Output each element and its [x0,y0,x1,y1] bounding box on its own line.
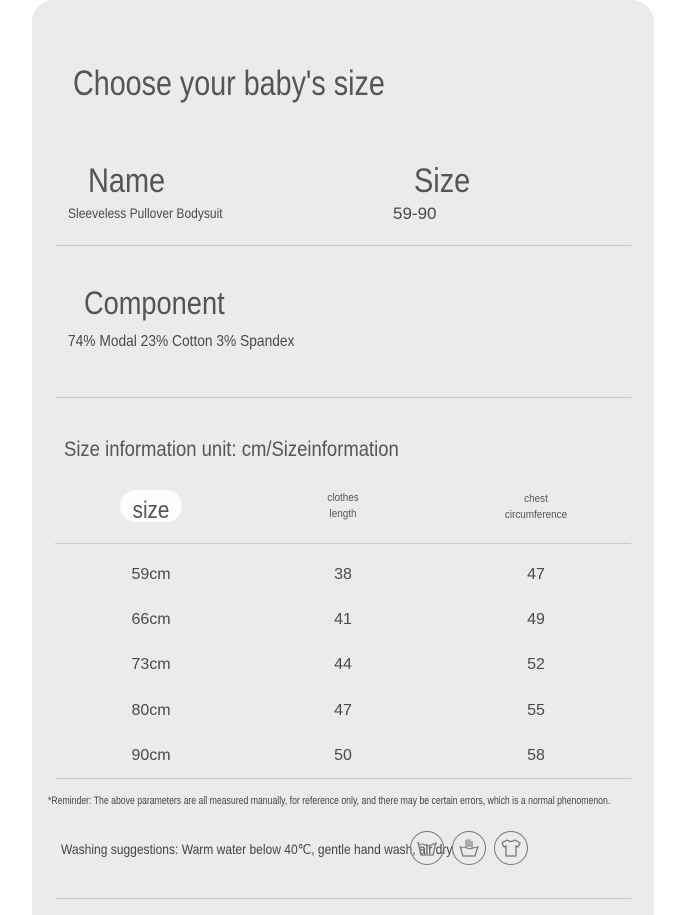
header-clothes-length: clothes length [327,492,359,520]
divider [55,778,631,779]
length-cell: 38 [334,566,352,583]
washing-suggestion: Washing suggestions: Warm water below 40℃, gentle hand wash, air dry. [61,841,455,857]
length-cell: 44 [334,656,352,673]
reminder-note: *Reminder: The above parameters are all measured manually, for reference only, and there may be certain errors, which is a normal phenomenon. [48,795,611,807]
chest-cell: 58 [527,747,545,764]
chest-cell: 52 [527,656,545,673]
length-cell: 41 [334,611,352,628]
header-size: size [120,490,182,522]
hand-wash-icon [452,831,486,865]
chest-cell: 47 [527,566,545,583]
size-info-title: Size information unit: cm/Sizeinformation [64,438,399,461]
page-title: Choose your baby's size [73,64,385,103]
header-chest-circumference: chest circumference [504,493,568,521]
wash-tub-icon [410,831,444,865]
divider [55,543,631,544]
size-label: Size [414,162,471,200]
size-cell: 90cm [131,747,171,764]
size-cell: 59cm [131,566,171,583]
length-cell: 50 [334,747,352,764]
size-cell: 66cm [131,611,171,628]
length-cell: 47 [334,702,352,719]
chest-cell: 49 [527,611,545,628]
shirt-icon [494,831,528,865]
chest-cell: 55 [527,702,545,719]
size-value: 59-90 [393,204,437,223]
divider [55,245,631,246]
name-label: Name [88,162,166,200]
divider [55,898,631,899]
size-cell: 73cm [131,656,171,673]
component-label: Component [84,285,225,321]
name-value: Sleeveless Pullover Bodysuit [68,205,223,221]
size-cell: 80cm [131,702,171,719]
component-value: 74% Modal 23% Cotton 3% Spandex [68,333,295,350]
divider [55,397,631,398]
